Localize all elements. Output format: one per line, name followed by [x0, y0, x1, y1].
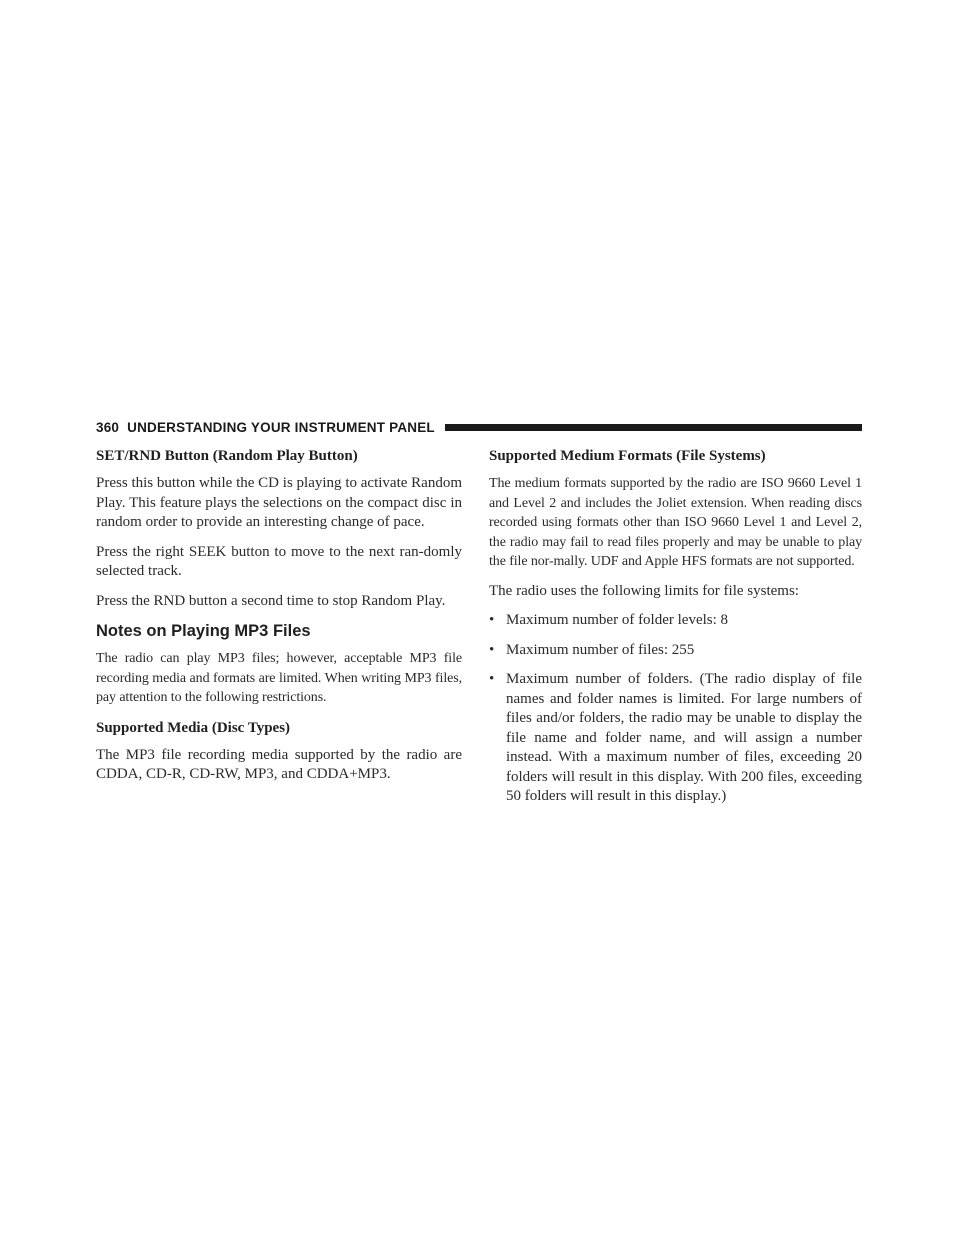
- page-number: 360: [96, 419, 120, 435]
- left-column: [96, 446, 462, 795]
- mp3-notes-paragraph: The radio can play MP3 files; however, acceptable MP3 file recording media and formats are limited. When writing MP3 files, pay attention to the following restrictions.: [96, 651, 462, 705]
- limits-intro: The radio uses the following limits for file systems:: [489, 582, 799, 599]
- page-header: [96, 418, 862, 436]
- list-item: [489, 670, 862, 807]
- set-rnd-paragraph-3: Press the RND button a second time to stop Random Play.: [96, 592, 446, 609]
- list-item-text: Maximum number of files: 255: [506, 641, 695, 658]
- set-rnd-heading: SET/RND Button (Random Play Button): [96, 448, 358, 464]
- section-title: UNDERSTANDING YOUR INSTRUMENT PANEL: [127, 419, 435, 435]
- right-column: [489, 446, 862, 817]
- set-rnd-paragraph-2: Press the right SEEK button to move to the next ran-domly selected track.: [96, 543, 462, 579]
- bullet-icon: •: [489, 671, 495, 687]
- supported-media-paragraph: The MP3 file recording media supported by the radio are CDDA, CD-R, CD-RW, MP3, and CDDA+MP3.: [96, 746, 462, 782]
- header-rule: [445, 424, 862, 431]
- limits-list: [489, 611, 862, 807]
- bullet-icon: •: [489, 641, 495, 658]
- list-item-text: Maximum number of folder levels: 8: [506, 612, 729, 628]
- supported-formats-paragraph: The medium formats supported by the radio are ISO 9660 Level 1 and Level 2 and includes the Joliet extension. When reading discs recorded using formats other than ISO 9660 Level 1 and Level 2, the radio may fail to read files properly and may be unable to play the file nor-mally. UDF and Apple HFS formats are not supported.: [489, 476, 862, 569]
- mp3-notes-heading: Notes on Playing MP3 Files: [96, 622, 311, 640]
- supported-media-heading: Supported Media (Disc Types): [96, 719, 291, 736]
- list-item-text: Maximum number of folders. (The radio display of file names and folder names is limited. For large numbers of files and/or folders, the radio may be unable to display the file name and folder name, and will assign a number instead. With a maximum number of files, exceeding 20 folders will result in this display. With 200 files, exceeding 50 folders will result in this display.): [506, 671, 862, 804]
- list-item: [489, 611, 862, 631]
- set-rnd-paragraph-1: Press this button while the CD is playing to activate Random Play. This feature plays the selections on the compact disc in random order to provide an interesting change of pace.: [96, 475, 462, 530]
- bullet-icon: •: [489, 612, 495, 628]
- list-item: [489, 641, 862, 661]
- supported-formats-heading: Supported Medium Formats (File Systems): [489, 448, 766, 464]
